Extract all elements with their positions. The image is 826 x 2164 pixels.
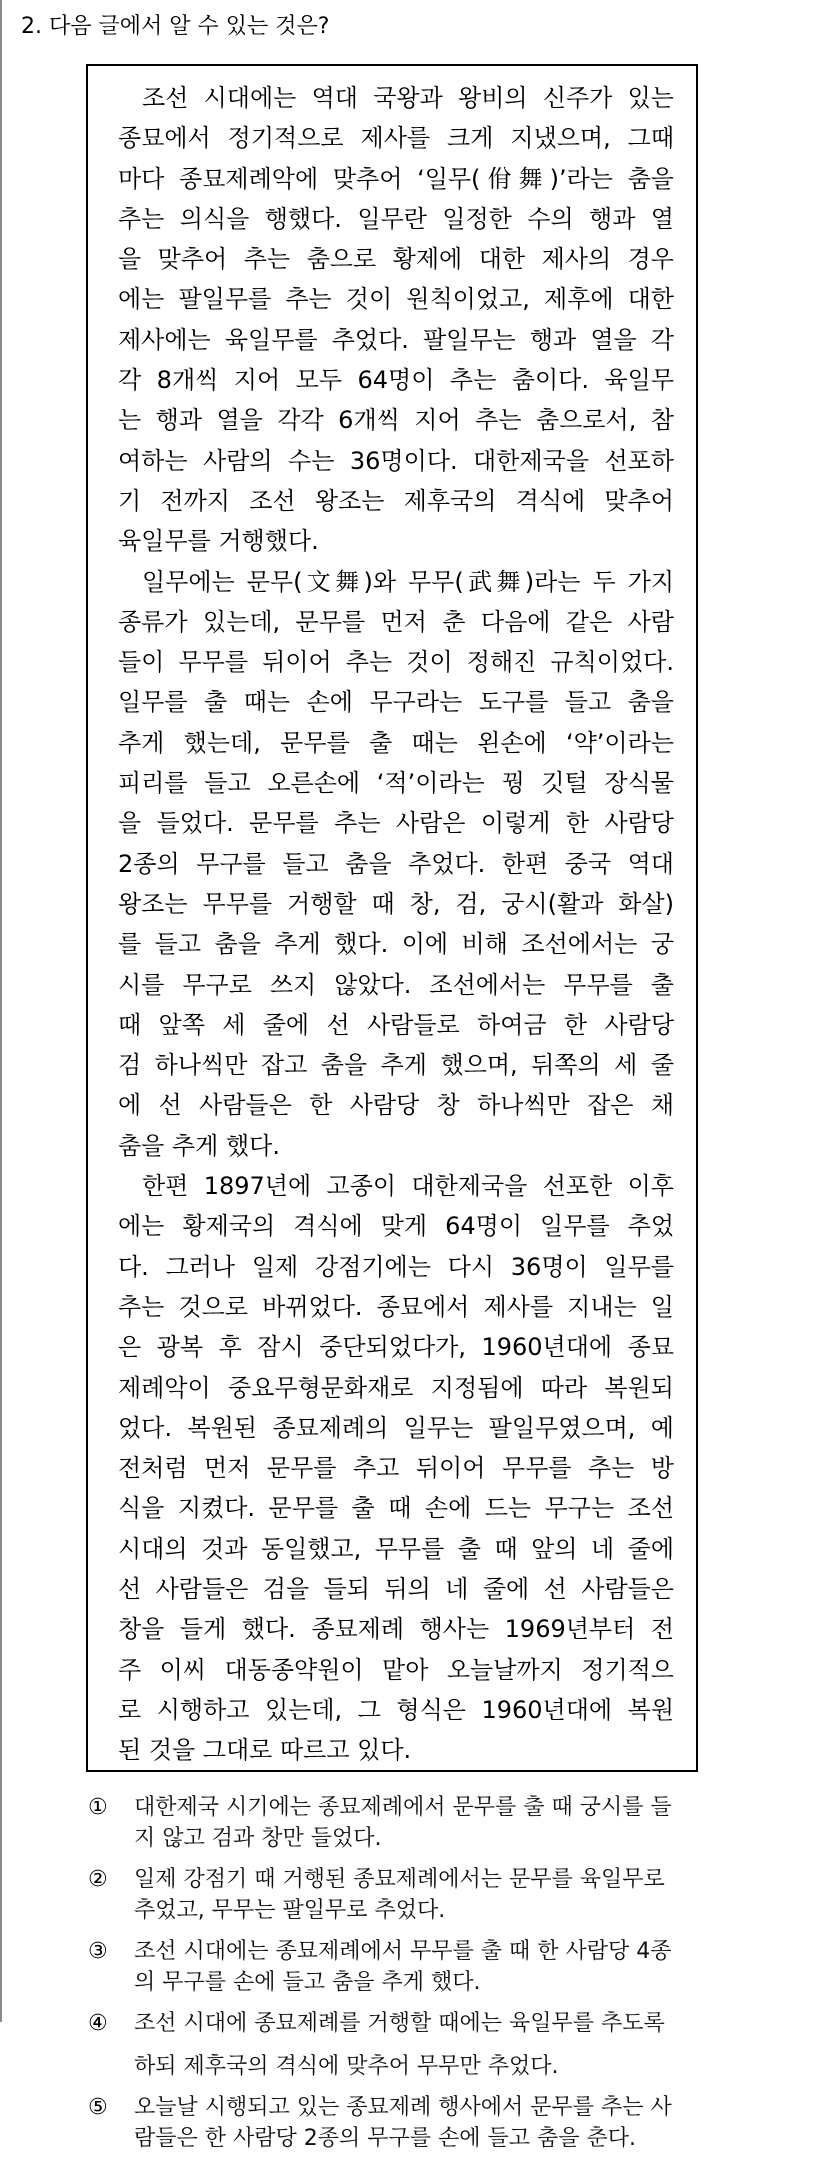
passage-line: 는 행과 열을 각각 6개씩 지어 추는 춤으로서, 참 <box>118 406 674 435</box>
passage-line: 었다. 복원된 종묘제례의 일무는 팔일무였으며, 예 <box>118 1413 674 1442</box>
passage-line: 들이 무무를 뒤이어 추는 것이 정해진 규칙이었다. <box>118 648 674 677</box>
passage-line: 로 시행하고 있는데, 그 형식은 1960년대에 복원 <box>118 1695 674 1724</box>
passage-line: 에 선 사람들은 한 사람당 창 하나씩만 잡은 채 <box>118 1091 674 1120</box>
option-text-line: 추었고, 무무는 팔일무로 추었다. <box>134 1898 446 1923</box>
passage-line: 를 들고 춤을 추게 했다. 이에 비해 조선에서는 궁 <box>118 930 674 959</box>
passage-line: 된 것을 그대로 따르고 있다. <box>118 1736 412 1765</box>
passage-line: 제사에는 육일무를 추었다. 팔일무는 행과 열을 각 <box>118 325 674 354</box>
option-number: ① <box>88 1795 108 1820</box>
passage-line: 마다 종묘제례악에 맞추어 ‘일무(佾舞)’라는 춤을 <box>118 164 674 193</box>
answer-option[interactable] <box>88 2008 768 2082</box>
passage-line: 일무에는 문무(文舞)와 무무(武舞)라는 두 가지 <box>142 567 674 596</box>
passage-line: 시를 무구로 쓰지 않았다. 조선에서는 무무를 출 <box>118 970 674 999</box>
passage-line: 시대의 것과 동일했고, 무무를 출 때 앞의 네 줄에 <box>118 1534 674 1563</box>
passage-line: 주 이씨 대동종약원이 맡아 오늘날까지 정기적으 <box>118 1655 674 1684</box>
passage-line: 에는 황제국의 격식에 맞게 64명이 일무를 추었 <box>118 1212 674 1241</box>
option-text-line: 조선 시대에 종묘제례를 거행할 때에는 육일무를 추도록 <box>134 2011 665 2036</box>
passage-line: 검 하나씩만 잡고 춤을 추게 했으며, 뒤쪽의 세 줄 <box>118 1051 674 1080</box>
passage-line: 조선 시대에는 역대 국왕과 왕비의 신주가 있는 <box>142 84 674 112</box>
passage-line: 피리를 들고 오른손에 ‘적’이라는 꿩 깃털 장식물 <box>118 769 674 798</box>
passage-line: 식을 지켰다. 문무를 출 때 손에 드는 무구는 조선 <box>118 1494 674 1523</box>
passage-line: 2종의 무구를 들고 춤을 추었다. 한편 중국 역대 <box>118 849 674 878</box>
passage-line: 춤을 추게 했다. <box>118 1131 280 1160</box>
answer-options <box>88 1792 768 2164</box>
passage-line: 제례악이 중요무형문화재로 지정됨에 따라 복원되 <box>118 1373 674 1402</box>
passage-box <box>86 64 698 1772</box>
option-text-line: 지 않고 검과 창만 들었다. <box>134 1826 382 1851</box>
option-number: ③ <box>88 1939 108 1964</box>
option-text-line: 대한제국 시기에는 종묘제례에서 문무를 출 때 궁시를 들 <box>134 1795 672 1820</box>
option-text-line: 의 무구를 손에 들고 춤을 추게 했다. <box>134 1970 481 1995</box>
passage-line: 추게 했는데, 문무를 출 때는 왼손에 ‘약’이라는 <box>118 728 674 757</box>
option-text-line: 하되 제후국의 격식에 맞추어 무무만 추었다. <box>134 2054 559 2079</box>
passage-line: 종묘에서 정기적으로 제사를 크게 지냈으며, 그때 <box>118 124 674 153</box>
passage-line: 에는 팔일무를 추는 것이 원칙이었고, 제후에 대한 <box>118 285 674 314</box>
option-number: ④ <box>88 2011 108 2036</box>
passage-line: 추는 의식을 행했다. 일무란 일정한 수의 행과 열 <box>118 204 674 233</box>
answer-option[interactable] <box>88 1792 768 1854</box>
passage-line: 한편 1897년에 고종이 대한제국을 선포한 이후 <box>142 1172 674 1201</box>
option-text-line: 오늘날 시행되고 있는 종묘제례 행사에서 문무를 추는 사 <box>134 2095 672 2120</box>
passage-line: 때 앞쪽 세 줄에 선 사람들로 하여금 한 사람당 <box>118 1010 674 1039</box>
passage-line: 왕조는 무무를 거행할 때 창, 검, 궁시(활과 화살) <box>118 889 674 918</box>
passage-line: 전처럼 먼저 문무를 추고 뒤이어 무무를 추는 방 <box>118 1454 674 1483</box>
passage-line: 선 사람들은 검을 들되 뒤의 네 줄에 선 사람들은 <box>118 1574 674 1603</box>
passage-line: 여하는 사람의 수는 36명이다. 대한제국을 선포하 <box>118 446 674 475</box>
passage-line: 추는 것으로 바뀌었다. 종묘에서 제사를 지내는 일 <box>118 1292 674 1321</box>
passage-line: 을 맞추어 추는 춤으로 황제에 대한 제사의 경우 <box>118 245 674 274</box>
option-text-line: 일제 강점기 때 거행된 종묘제례에서는 문무를 육일무로 <box>134 1867 665 1892</box>
passage-line: 을 들었다. 문무를 추는 사람은 이렇게 한 사람당 <box>118 809 674 838</box>
left-margin-rule <box>0 0 2 2022</box>
answer-option[interactable] <box>88 2092 768 2154</box>
passage-line: 기 전까지 조선 왕조는 제후국의 격식에 맞추어 <box>118 486 674 515</box>
option-number: ② <box>88 1867 108 1892</box>
option-number: ⑤ <box>88 2095 108 2120</box>
passage-line: 창을 들게 했다. 종묘제례 행사는 1969년부터 전 <box>118 1615 674 1644</box>
passage-line: 각 8개씩 지어 모두 64명이 추는 춤이다. 육일무 <box>118 366 674 395</box>
passage-line: 일무를 출 때는 손에 무구라는 도구를 들고 춤을 <box>118 688 674 717</box>
passage-line: 다. 그러나 일제 강점기에는 다시 36명이 일무를 <box>118 1252 674 1281</box>
answer-option[interactable] <box>88 1864 768 1926</box>
answer-option[interactable] <box>88 1936 768 1998</box>
option-text-line: 람들은 한 사람당 2종의 무구를 손에 들고 춤을 춘다. <box>134 2126 636 2151</box>
passage-text <box>118 78 674 1770</box>
question-title: 2. 다음 글에서 알 수 있는 것은? <box>21 14 330 39</box>
passage-line: 은 광복 후 잠시 중단되었다가, 1960년대에 종묘 <box>118 1333 674 1362</box>
passage-line: 종류가 있는데, 문무를 먼저 춘 다음에 같은 사람 <box>118 607 674 636</box>
option-text-line: 조선 시대에는 종묘제례에서 무무를 출 때 한 사람당 4종 <box>134 1939 672 1964</box>
passage-line: 육일무를 거행했다. <box>118 527 319 556</box>
